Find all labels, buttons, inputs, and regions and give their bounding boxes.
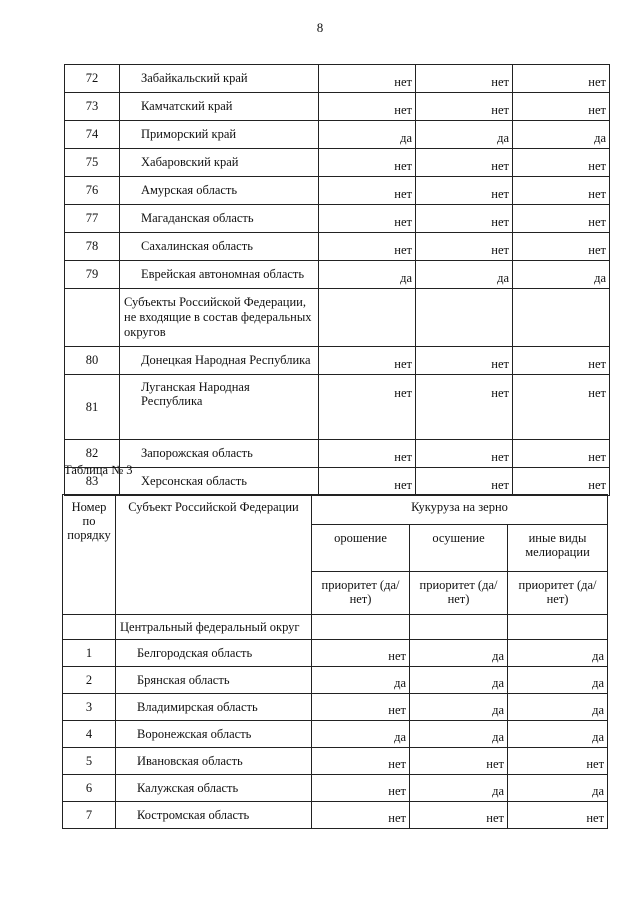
value-cell: нет: [319, 93, 416, 121]
row-number: 73: [65, 93, 120, 121]
table-row: [65, 93, 610, 121]
value-cell: да: [312, 721, 410, 748]
table-row: [63, 775, 608, 802]
value-cell: нет: [312, 640, 410, 667]
value-cell: нет: [513, 177, 610, 205]
table3-rows: [63, 640, 608, 829]
table-row: [63, 694, 608, 721]
value-cell: нет: [416, 65, 513, 93]
table-row: [63, 640, 608, 667]
header-crop: Кукуруза на зерно: [312, 495, 608, 525]
region-name: Костромская область: [116, 802, 312, 829]
region-name: Хабаровский край: [120, 149, 319, 177]
value-cell: нет: [416, 375, 513, 440]
group-empty-cell: [513, 289, 610, 347]
row-number: 4: [63, 721, 116, 748]
table-row: [63, 721, 608, 748]
header-number: Номер по порядку: [63, 495, 116, 615]
table-row: [65, 121, 610, 149]
group-empty-cell: [416, 289, 513, 347]
value-cell: нет: [513, 375, 610, 440]
region-name: Воронежская область: [116, 721, 312, 748]
value-cell: нет: [416, 347, 513, 375]
table-row: [65, 233, 610, 261]
value-cell: нет: [410, 802, 508, 829]
value-cell: нет: [513, 93, 610, 121]
row-number: 3: [63, 694, 116, 721]
value-cell: да: [508, 775, 608, 802]
region-name: Ивановская область: [116, 748, 312, 775]
value-cell: да: [416, 121, 513, 149]
group-row: [63, 615, 608, 640]
row-number: 76: [65, 177, 120, 205]
value-cell: нет: [513, 205, 610, 233]
group-row: [65, 289, 610, 347]
group-empty-cell: [319, 289, 416, 347]
value-cell: да: [513, 121, 610, 149]
value-cell: нет: [416, 205, 513, 233]
region-name: Забайкальский край: [120, 65, 319, 93]
value-cell: да: [410, 721, 508, 748]
group-num-cell: [63, 615, 116, 640]
value-cell: да: [410, 775, 508, 802]
value-cell: нет: [513, 440, 610, 468]
value-cell: нет: [513, 468, 610, 496]
group-label: Субъекты Российской Федерации, не входящие в состав федеральных округов: [120, 289, 319, 347]
value-cell: да: [416, 261, 513, 289]
value-cell: да: [508, 667, 608, 694]
header-other-melioration: иные виды мелиорации: [508, 525, 608, 572]
group-empty-cell: [508, 615, 608, 640]
table-row: [63, 802, 608, 829]
table-row: [63, 667, 608, 694]
region-name: Приморский край: [120, 121, 319, 149]
value-cell: да: [508, 721, 608, 748]
table-row: [65, 65, 610, 93]
table-row: [65, 468, 610, 496]
region-name: Магаданская область: [120, 205, 319, 233]
region-name: Белгородская область: [116, 640, 312, 667]
group-empty-cell: [312, 615, 410, 640]
value-cell: нет: [416, 93, 513, 121]
value-cell: нет: [513, 233, 610, 261]
header-priority: приоритет (да/нет): [410, 572, 508, 615]
row-number: 2: [63, 667, 116, 694]
region-name: Сахалинская область: [120, 233, 319, 261]
value-cell: нет: [319, 468, 416, 496]
value-cell: нет: [416, 177, 513, 205]
table1-rows-2: [65, 347, 610, 496]
header-priority: приоритет (да/нет): [312, 572, 410, 615]
value-cell: нет: [319, 177, 416, 205]
row-number: 1: [63, 640, 116, 667]
value-cell: нет: [312, 775, 410, 802]
region-name: Брянская область: [116, 667, 312, 694]
row-number: 75: [65, 149, 120, 177]
region-name: Калужская область: [116, 775, 312, 802]
region-name: Донецкая Народная Республика: [120, 347, 319, 375]
table-row: [63, 748, 608, 775]
value-cell: да: [319, 121, 416, 149]
table-caption: Таблица № 3: [64, 463, 133, 477]
group-empty-cell: [410, 615, 508, 640]
row-number: 78: [65, 233, 120, 261]
value-cell: нет: [319, 149, 416, 177]
value-cell: нет: [416, 440, 513, 468]
value-cell: нет: [319, 440, 416, 468]
row-number: 80: [65, 347, 120, 375]
row-number: 74: [65, 121, 120, 149]
value-cell: нет: [312, 694, 410, 721]
value-cell: нет: [312, 802, 410, 829]
table3-header: [63, 495, 608, 640]
table-row: [65, 149, 610, 177]
group-num-cell: [65, 289, 120, 347]
corn-priority-table: [62, 494, 608, 829]
region-name: Владимирская область: [116, 694, 312, 721]
value-cell: нет: [410, 748, 508, 775]
row-number: 5: [63, 748, 116, 775]
table-row: [65, 205, 610, 233]
table1-group: [65, 289, 610, 347]
value-cell: да: [513, 261, 610, 289]
value-cell: нет: [319, 205, 416, 233]
header-row: [63, 495, 608, 525]
row-number: 79: [65, 261, 120, 289]
row-number: 7: [63, 802, 116, 829]
value-cell: да: [508, 640, 608, 667]
value-cell: нет: [312, 748, 410, 775]
region-name: Запорожская область: [120, 440, 319, 468]
row-number: 82: [65, 440, 120, 468]
value-cell: нет: [319, 375, 416, 440]
row-number: 6: [63, 775, 116, 802]
table1-rows: [65, 65, 610, 289]
row-number: 77: [65, 205, 120, 233]
value-cell: да: [410, 694, 508, 721]
header-drainage: осушение: [410, 525, 508, 572]
row-number: 72: [65, 65, 120, 93]
region-name: Еврейская автономная область: [120, 261, 319, 289]
value-cell: нет: [319, 233, 416, 261]
region-name: Камчатский край: [120, 93, 319, 121]
value-cell: нет: [319, 65, 416, 93]
value-cell: нет: [508, 748, 608, 775]
page-number: 8: [316, 20, 324, 35]
value-cell: нет: [416, 149, 513, 177]
value-cell: да: [410, 667, 508, 694]
value-cell: да: [312, 667, 410, 694]
group-label: Центральный федеральный округ: [116, 615, 312, 640]
row-number: 83: [65, 468, 120, 496]
regions-table-continued: [64, 64, 610, 496]
header-irrigation: орошение: [312, 525, 410, 572]
region-name: Амурская область: [120, 177, 319, 205]
value-cell: нет: [513, 347, 610, 375]
value-cell: нет: [508, 802, 608, 829]
table-row: [65, 177, 610, 205]
header-priority: приоритет (да/нет): [508, 572, 608, 615]
row-number: 81: [65, 375, 120, 440]
table-row: [65, 440, 610, 468]
table-row: [65, 375, 610, 440]
value-cell: да: [410, 640, 508, 667]
region-name: Херсонская область: [120, 468, 319, 496]
value-cell: нет: [416, 468, 513, 496]
region-name: Луганская Народная Республика: [120, 375, 319, 440]
value-cell: нет: [319, 347, 416, 375]
value-cell: да: [319, 261, 416, 289]
value-cell: да: [508, 694, 608, 721]
value-cell: нет: [513, 65, 610, 93]
value-cell: нет: [416, 233, 513, 261]
header-subject: Субъект Российской Федерации: [116, 495, 312, 615]
value-cell: нет: [513, 149, 610, 177]
table-row: [65, 347, 610, 375]
table-row: [65, 261, 610, 289]
